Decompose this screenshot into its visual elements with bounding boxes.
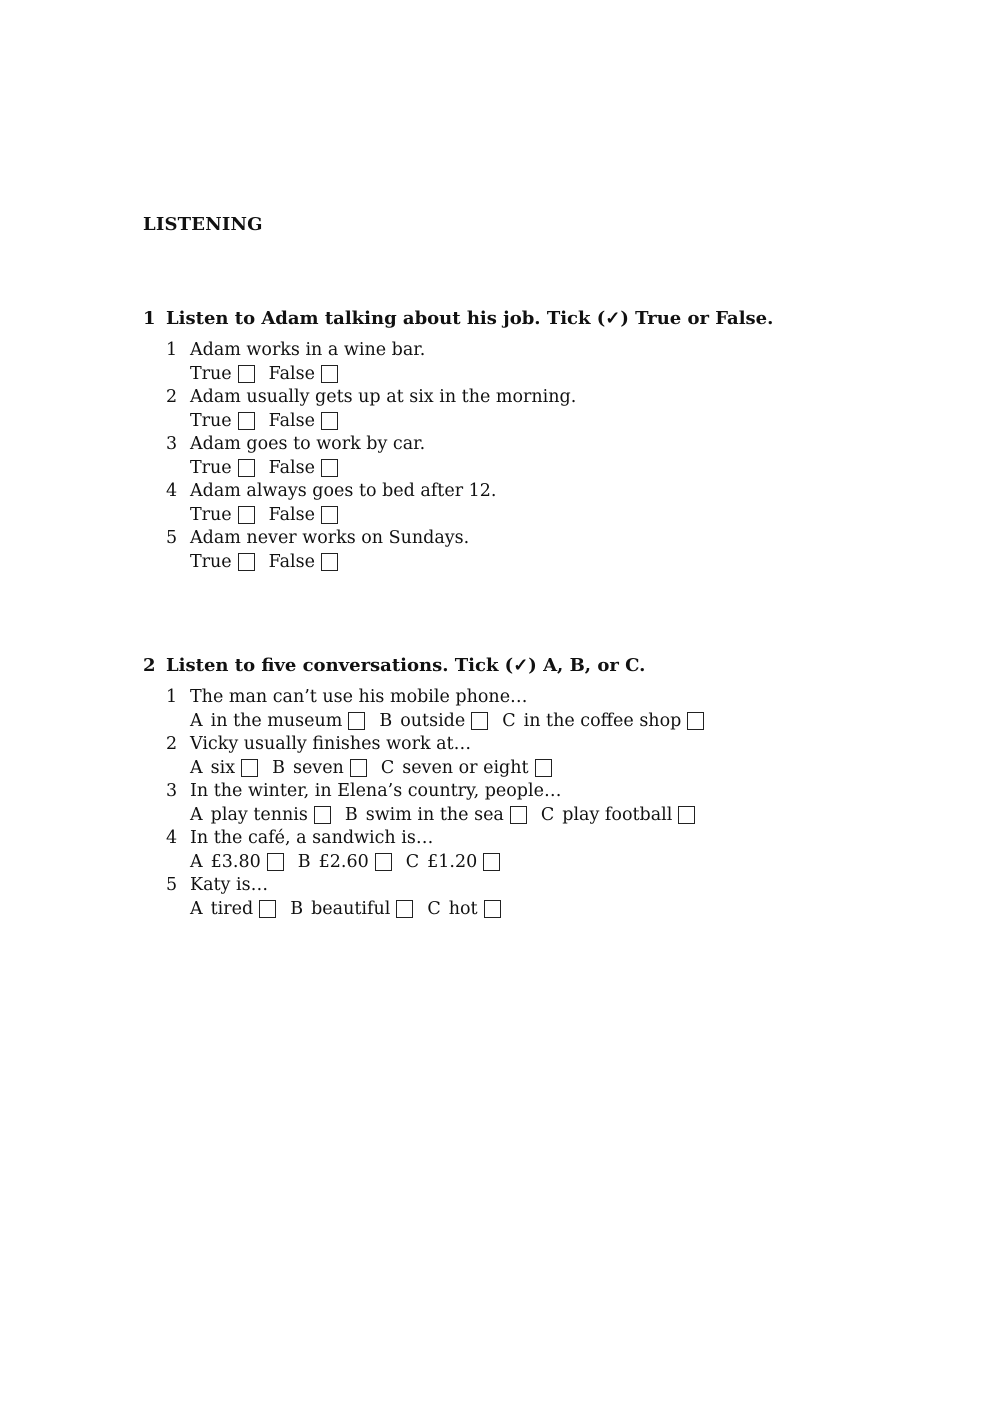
option-text: hot [448,898,478,919]
section-2-instruction [143,654,943,678]
question-text: Katy is… [190,875,269,895]
section-2-items [143,686,943,921]
option-text: £1.20 [427,851,478,872]
question-item [166,874,943,921]
question-text: The man can’t use his mobile phone… [190,687,528,707]
false-label: False [268,551,315,572]
option-a [190,898,276,922]
section-1-instruction-text: Listen to Adam talking about his job. Tick (✓) True or False. [166,308,774,329]
question-number: 2 [166,387,178,407]
question-number: 4 [166,828,178,848]
option-a [190,851,284,875]
question-text: In the winter, in Elena’s country, people… [190,781,562,801]
option-b [290,898,413,922]
true-label: True [190,363,232,384]
question-number: 1 [166,687,178,707]
true-label: True [190,410,232,431]
question-item [166,480,943,527]
section-true-false [143,307,943,574]
option-letter: B [272,757,285,778]
question-item [166,433,943,480]
question-item [166,780,943,827]
option-letter: A [190,898,203,919]
option-c-checkbox[interactable] [678,806,695,824]
option-c-checkbox[interactable] [483,853,500,871]
section-1-number: 1 [143,308,156,329]
option-text: outside [400,710,466,731]
option-text: seven [292,757,344,778]
option-b [298,851,392,875]
option-a-checkbox[interactable] [241,759,258,777]
option-c-checkbox[interactable] [687,712,704,730]
question-text: In the café, a sandwich is… [190,828,434,848]
true-checkbox[interactable] [238,365,255,383]
option-text: play tennis [210,804,308,825]
option-a-checkbox[interactable] [348,712,365,730]
question-number: 5 [166,875,178,895]
question-text: Adam usually gets up at six in the morning. [190,387,577,407]
question-number: 2 [166,734,178,754]
false-label: False [268,457,315,478]
option-c [406,851,501,875]
section-1-instruction [143,307,943,331]
question-text: Adam goes to work by car. [190,434,426,454]
false-checkbox[interactable] [321,459,338,477]
option-b [379,710,488,734]
true-label: True [190,504,232,525]
option-b-checkbox[interactable] [375,853,392,871]
option-text: £2.60 [318,851,369,872]
question-text: Adam always goes to bed after 12. [190,481,497,501]
option-letter: A [190,851,203,872]
option-letter: C [405,851,420,872]
false-label: False [268,410,315,431]
option-b [345,804,527,828]
question-item [166,527,943,574]
option-a-checkbox[interactable] [267,853,284,871]
option-letter: C [502,710,516,731]
option-b-checkbox[interactable] [471,712,488,730]
option-text: six [210,757,236,778]
question-item [166,339,943,386]
option-c [541,804,695,828]
question-text: Adam never works on Sundays. [190,528,470,548]
option-a [190,757,258,781]
section-2-instruction-text: Listen to five conversations. Tick (✓) A, B, or C. [166,655,646,676]
option-letter: A [190,757,203,778]
question-number: 3 [166,434,178,454]
option-text: seven or eight [402,757,529,778]
option-text: in the museum [210,710,343,731]
option-letter: A [190,710,203,731]
false-checkbox[interactable] [321,553,338,571]
false-label: False [268,363,315,384]
true-label: True [190,457,232,478]
question-number: 1 [166,340,178,360]
page-heading: LISTENING [143,214,263,235]
option-text: in the coffee shop [523,710,682,731]
option-c [502,710,704,734]
false-checkbox[interactable] [321,412,338,430]
option-a [190,710,365,734]
option-a [190,804,331,828]
option-c-checkbox[interactable] [484,900,501,918]
option-text: play football [562,804,673,825]
option-text: £3.80 [210,851,261,872]
false-label: False [268,504,315,525]
question-number: 5 [166,528,178,548]
true-checkbox[interactable] [238,553,255,571]
false-checkbox[interactable] [321,365,338,383]
option-c [427,898,500,922]
section-multiple-choice [143,654,943,921]
option-letter: B [379,710,393,731]
question-text: Adam works in a wine bar. [190,340,426,360]
true-checkbox[interactable] [238,506,255,524]
option-text: swim in the sea [365,804,504,825]
option-text: tired [210,898,254,919]
option-c [381,757,552,781]
option-letter: C [427,898,441,919]
question-text: Vicky usually finishes work at… [190,734,472,754]
option-c-checkbox[interactable] [535,759,552,777]
true-checkbox[interactable] [238,412,255,430]
option-b [272,757,367,781]
option-b-checkbox[interactable] [396,900,413,918]
option-letter: A [190,804,203,825]
option-text: beautiful [311,898,391,919]
section-2-number: 2 [143,655,156,676]
option-letter: C [540,804,555,825]
true-checkbox[interactable] [238,459,255,477]
option-b-checkbox[interactable] [510,806,527,824]
option-b-checkbox[interactable] [350,759,367,777]
question-item [166,733,943,780]
option-letter: C [380,757,395,778]
question-number: 4 [166,481,178,501]
option-letter: B [344,804,358,825]
option-a-checkbox[interactable] [314,806,331,824]
question-item [166,827,943,874]
option-letter: B [297,851,311,872]
option-letter: B [290,898,304,919]
question-number: 3 [166,781,178,801]
question-item [166,386,943,433]
true-label: True [190,551,232,572]
section-1-items [143,339,943,574]
question-item [166,686,943,733]
false-checkbox[interactable] [321,506,338,524]
option-a-checkbox[interactable] [259,900,276,918]
